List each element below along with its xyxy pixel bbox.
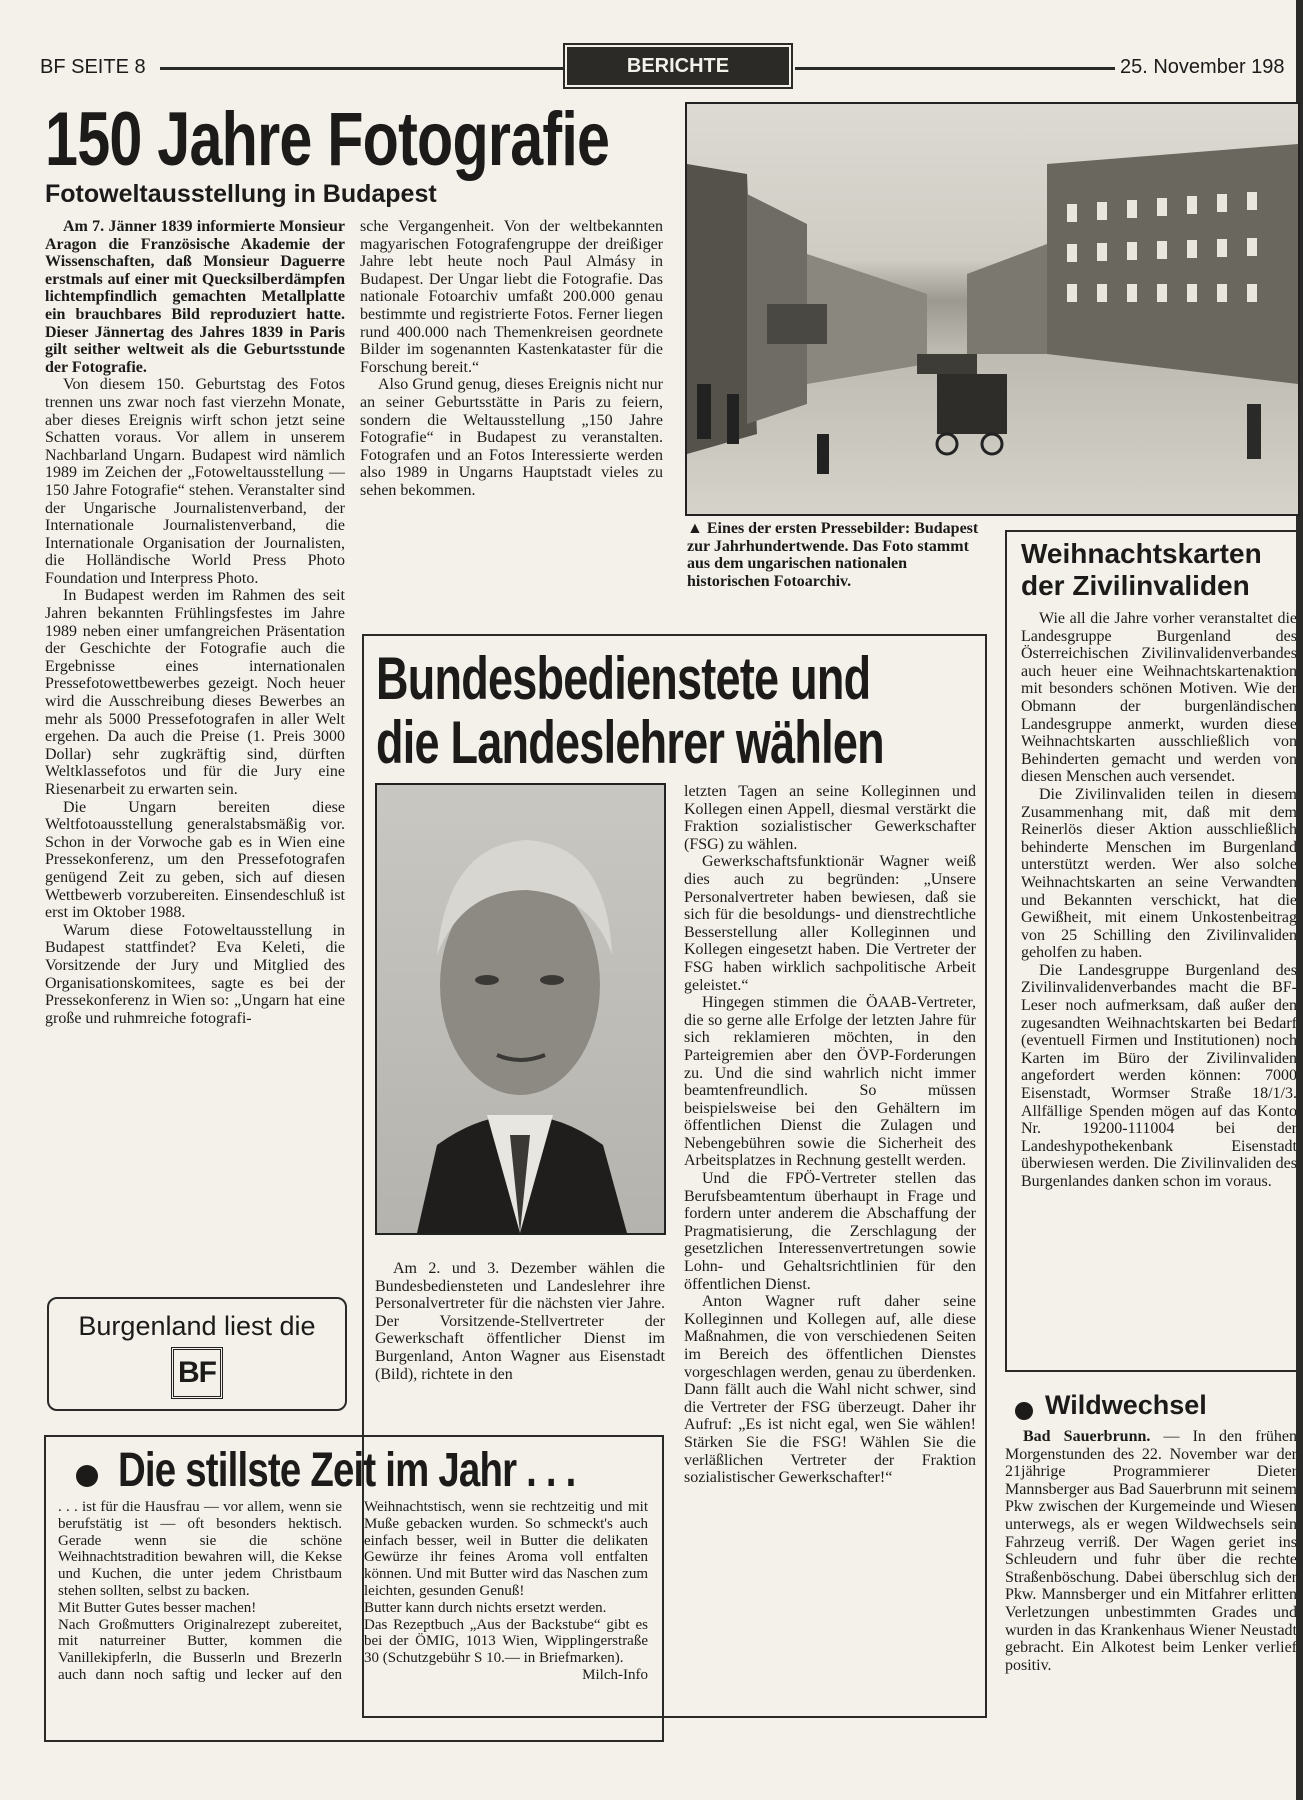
dateline: Bad Sauerbrunn.: [1023, 1428, 1151, 1445]
headline: Die stillste Zeit im Jahr . . .: [118, 1444, 576, 1497]
paragraph: Also Grund genug, dieses Ereignis nicht nur an seiner Geburtsstätte in Paris zu feiern, sondern die Weltausstellung „150 Jahre Fotografie“ in Budapest zu veranstalten. Fotografen und an Fotos Interessierte werden also 1989 in Ungarns Hauptstadt vieles zu sehen bekommen.: [360, 376, 663, 499]
paragraph: sche Vergangenheit. Von der weltbekannten magyarischen Fotografengruppe der dreißiger Jahre lebt heute noch Paul Almásy in Budapest. Der Ungar liebt die Fotografie. Das nationale Fotoarchiv umfaßt 200.000 genau bestimmte und registrierte Fotos. Ferner liegen rund 400.000 nach Themenkreisen geordnete Bilder im sogenannten Kastenkataster für die Forschung bereit.“: [360, 218, 663, 376]
promo-box: [47, 1297, 347, 1411]
paragraph: letzten Tagen an seine Kolleginnen und Kollegen einen Appell, diesmal verstärkt die Fraktion sozialistischer Gewerkschafter (FSG) zu wählen.: [684, 783, 976, 853]
headline-line: Weihnachtskarten: [1021, 538, 1262, 569]
wahlen-column-2: [684, 783, 976, 1703]
paragraph: Die Landesgruppe Burgenland des Zivilinvalidenverbandes macht die BF-Leser noch aufmerksam, daß außer den zugesandten Weihnachtskarten bei Bedarf (eventuell Firmen und Institutionen) noch Karten im Büro der Zivilinvaliden angefordert werden können: 7000 Eisenstadt, Wormser Straße 18/1/3. Allfällige Spenden mögen auf das Konto Nr. 19200-111004 bei der Landeshypothekenbank Eisenstadt überwiesen werden. Die Zivilinvaliden des Burgenlandes danken schon im voraus.: [1021, 961, 1297, 1190]
paragraph: Das Rezeptbuch „Aus der Backstube“ gibt es bei der ÖMIG, 1013 Wien, Wipplingerstraße 30 (Schutzgebühr S 10.— in Briefmarken).: [364, 1616, 648, 1667]
body-text: — In den frühen Morgenstunden des 22. November war der 21jährige Programmierer Dieter Mannsberger aus Bad Sauerbrunn mit seinem Pkw zwischen der Kurgemeinde und Wiesen unterwegs, als er wegen Wildwechsels sein Fahrzeug verriß. Der Wagen geriet ins Schleudern und fuhr über die rechte Straßenböschung. Dabei überschlug sich der Pkw. Mannsberger und ein Mitfahrer erlitten Verletzungen unbestimmten Grades und wurden in das Krankenhaus Wiener Neustadt gebracht. Ein Alkotest beim Lenker verlief positiv.: [1005, 1428, 1297, 1674]
fotografie-column-2: [360, 218, 663, 613]
paragraph: Und die FPÖ-Vertreter stellen das Berufsbeamtentum überhaupt in Frage und fordern unter anderem die Abschaffung der Pragmatisierung, die Zerschlagung der gesetzlichen Interessenvertretungen sowie Lohn- und Gehaltsrichtlinien für den öffentlichen Dienst.: [684, 1170, 976, 1293]
budapest-photo: [685, 102, 1300, 516]
street-scene-illustration: [687, 104, 1298, 514]
paragraph: Nach Großmutters Originalrezept zubereitet, mit naturreiner Butter, kommen die Vanillekipferln, die Busserln und Brezerln auch dann noch saftig und lecker auf den Weihnachtstisch, wenn sie rechtzeitig und mit Muße gebacken wurden. So schmeckt's auch einfach besser, weil in Butter die delikaten Gewürze ihr feines Aroma voll entfalten können. Und mit Butter wird das Naschen zum leichten, gesunden Genuß!: [58, 1499, 648, 1683]
article-wildwechsel: [1005, 1388, 1297, 1768]
paragraph: [1005, 1428, 1297, 1674]
lead-paragraph: Am 7. Jänner 1839 informierte Monsieur Aragon die Französische Akademie der Wissenschaften, daß Monsieur Daguerre erstmals auf einer mit Quecksilberdämpfen lichtempfindlich gemachten Metallplatte ein brauchbares Bild reproduziert hatte. Dieser Jännertag des Jahres 1839 in Paris gilt seither weltweit als die Geburtsstunde der Fotografie.: [45, 218, 345, 376]
article-stillste-zeit: [44, 1435, 664, 1742]
headline: [376, 644, 976, 776]
paragraph: Mit Butter Gutes besser machen!: [58, 1599, 257, 1616]
headline: [1021, 538, 1262, 602]
header-rule-left: [160, 67, 565, 70]
subheadline: Fotoweltausstellung in Budapest: [45, 180, 437, 208]
paragraph: Anton Wagner ruft daher seine Kolleginnen und Kollegen auf, alle diese Maßnahmen, die von verschiedenen Seiten im Bereich des öffentlichen Dienstes vorgeschlagen werden, genau zu überdenken. Dann fällt auch die Wahl nicht schwer, sind die Vertreter der FSG überzeugt. Daher ihr Aufruf: „Es ist nicht egal, wen Sie wählen! Stärken Sie die FSG! Wählen Sie die verläßlichen Vertreter der Fraktion sozialistischer Gewerkschafter!“: [684, 1293, 976, 1487]
headline: Wildwechsel: [1045, 1390, 1207, 1420]
promo-text: Burgenland liest die: [78, 1311, 316, 1341]
paragraph: Wie all die Jahre vorher veranstaltet die Landesgruppe Burgenland des Österreichischen Zivilinvalidenverbandes auch heuer eine Weihnachtskartenaktion mit besonders schönen Motiven. Wie der Obmann der burgenländischen Landesgruppe anmerkt, wurden diese Weihnachtskarten ausschließlich von Behinderten gemacht und werden von diesen Menschen auch versendet.: [1021, 610, 1297, 786]
paragraph: . . . ist für die Hausfrau — vor allem, wenn sie berufstätig ist — oft besonders hektisch. Gerade wenn sie die schöne Weihnachtstradition bewahren will, die Kekse und Kuchen, die unter jedem Christbaum stehen sollten, selbst zu backen.: [58, 1499, 342, 1599]
fotografie-column-1: [45, 218, 345, 1113]
paragraph: Die Zivilinvaliden teilen in diesem Zusammenhang mit, daß mit dem Reinerlös dieser Aktion ausschließlich behinderte Menschen im Burgenland unterstützt werden. Wer also solche Weihnachtskarten an seine Verwandten und Bekannten verschickt, hat die Gewißheit, mit einem Unkostenbeitrag von 25 Schilling den Zivilinvaliden geholfen zu haben.: [1021, 785, 1297, 962]
portrait-illustration: [377, 785, 664, 1233]
bullet-icon: [1015, 1402, 1033, 1420]
stillste-zeit-body: [58, 1499, 648, 1731]
paragraph: Die Ungarn bereiten diese Weltfotoausstellung generalstabsmäßig vor. Schon in der Vorwoche gab es in Wien eine Pressekonferenz, um den Pressefotografen genügend Zeit zu geben, sich auf diesen Wettbewerb vorzubereiten. Einsendeschluß ist erst im Oktober 1988.: [45, 798, 345, 922]
section-badge: [567, 47, 789, 85]
paragraph: In Budapest werden im Rahmen des seit Jahren bekannten Frühlingsfestes im Jahre 1989 neben einer umfangreichen Präsentation der Geschichte der Fotografie auch die Ergebnisse eines internationalen Pressefotowettbewerbes gezeigt. Noch heuer wird die Ausschreibung dieses Bewerbes an mehr als 5000 Pressefotografen in aller Welt ergehen. Da auch die Preise (1. Preis 3000 Dollar) sehr zugkräftig sind, dürften Weltklassefotos und für die Jury eine Riesenarbeit zu erwarten sein.: [45, 587, 345, 798]
wildwechsel-body: [1005, 1428, 1297, 1763]
article-fotografie: [45, 96, 675, 182]
wahlen-intro: [375, 1260, 665, 1410]
paragraph: Von diesem 150. Geburtstag des Fotos trennen uns zwar noch fast vierzehn Monate, aber dieses Ereignis wirft schon jetzt seine Schatten voraus. Vor allem in unserem Nachbarland Ungarn. Budapest wird nämlich 1989 im Zeichen der „Fotoweltausstellung — 150 Jahre Fotografie“ stehen. Veranstalter sind der Ungarische Journalistenverband, der Internationale Journalistenverband, die Internationale Organisation der Journalisten, die Holländische World Press Photo Foundation und Interpress Photo.: [45, 376, 345, 587]
portrait-photo: [375, 783, 666, 1235]
source-credit: Milch-Info: [582, 1666, 648, 1683]
bf-logo: BF: [171, 1347, 223, 1399]
issue-date: 25. November 198: [1120, 56, 1285, 78]
paragraph: Gewerkschaftsfunktionär Wagner weiß dies auch zu begründen: „Unsere Personalvertreter haben bewiesen, daß sie sich für die besoldungs- und dienstrechtliche Besserstellung aller Kolleginnen und Kollegen eingesetzt haben. Die Vertreter der FSG haben wirklich sachpolitische Arbeit geleistet.“: [684, 853, 976, 994]
photo-caption: ▲ Eines der ersten Pressebilder: Budapest zur Jahrhundertwende. Das Foto stammt aus dem ungarischen nationalen historischen Fotoarchiv.: [687, 520, 979, 590]
article-weihnachtskarten: [1005, 530, 1299, 1372]
paragraph: Am 2. und 3. Dezember wählen die Bundesbediensteten und Landeslehrer ihre Personalvertreter für die nächsten vier Jahre. Der Vorsitzende-Stellvertreter der Gewerkschaft öffentlicher Dienst im Burgenland, Anton Wagner aus Eisenstadt (Bild), richtete in den: [375, 1260, 665, 1383]
bullet-icon: [76, 1465, 98, 1487]
headline-line: Bundesbedienstete und: [376, 645, 871, 712]
paragraph: Hingegen stimmen die ÖAAB-Vertreter, die so gerne alle Erfolge der letzten Jahre für sich reklamieren möchten, in den Parteigremien aber den ÖVP-Forderungen zu. Und die sind wahrlich nicht immer beamtenfreundlich. So müssen beispielsweise bei den Gehältern im öffentlichen Dienst die Zulagen und Nebengebühren sowie die Sicherheit des Arbeitsplatzes in Rechnung gestellt werden.: [684, 994, 976, 1170]
section-label: BERICHTE: [626, 55, 730, 77]
headline: 150 Jahre Fotografie: [45, 97, 610, 182]
headline-line: der Zivilinvaliden: [1021, 570, 1250, 601]
page-label: BF SEITE 8: [40, 56, 146, 78]
headline-line: die Landeslehrer wählen: [376, 709, 884, 776]
paragraph: Butter kann durch nichts ersetzt werden.: [364, 1599, 607, 1616]
header-rule-right: [795, 67, 1115, 70]
weihnachtskarten-body: [1021, 610, 1297, 1362]
paragraph: Warum diese Fotoweltausstellung in Budapest stattfindet? Eva Keleti, die Vorsitzende der Jury und Mitglied des Organisationskomitees, sagte es bei der Pressekonferenz in Wien so: „Ungarn hat eine große und ruhmreiche fotografi-: [45, 921, 345, 1027]
